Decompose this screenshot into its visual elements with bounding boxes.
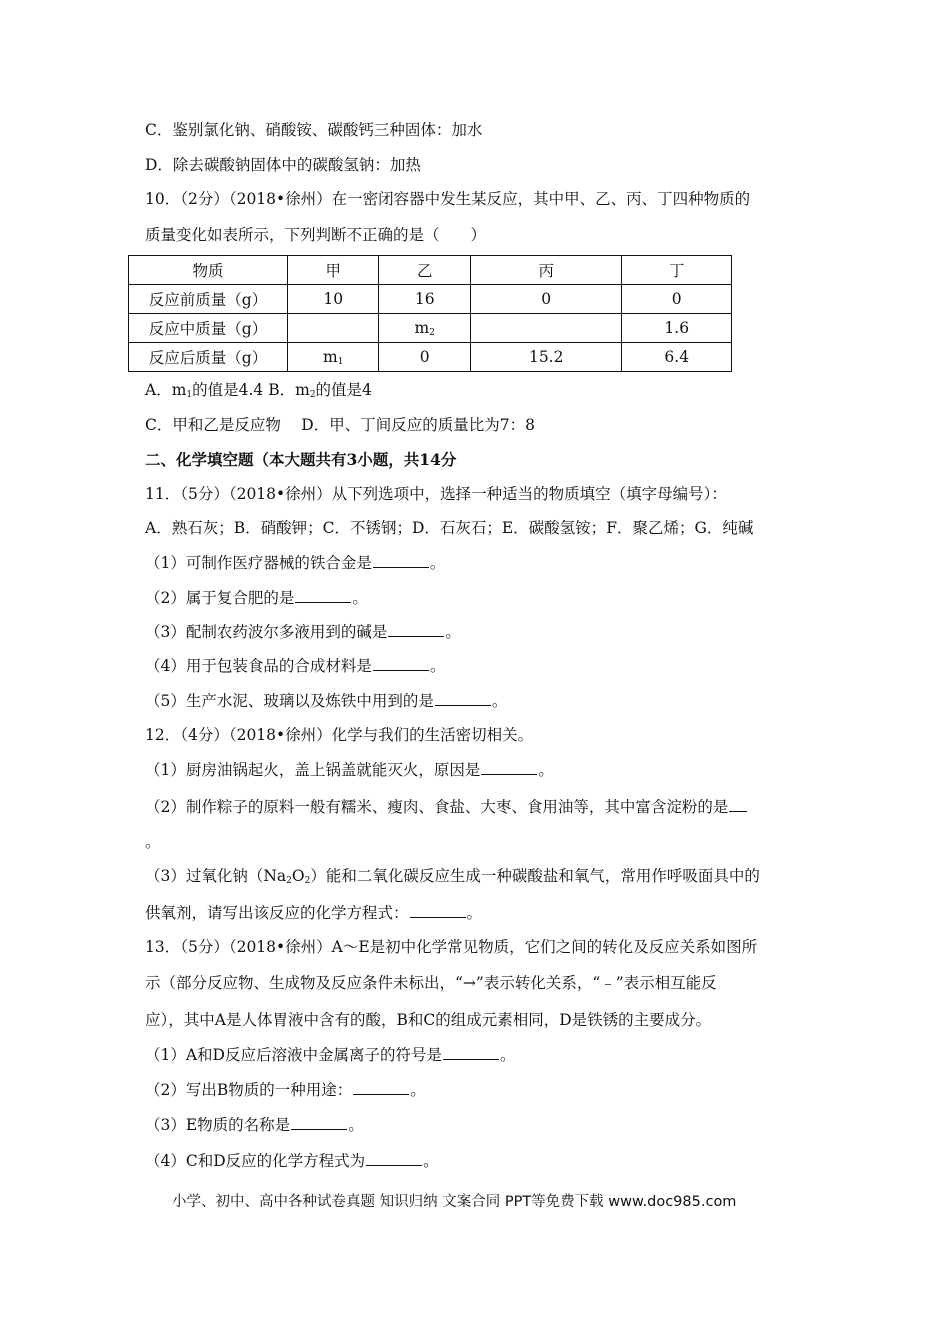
question-13-part-1	[145, 1045, 516, 1065]
subscript-2: 2	[304, 876, 311, 886]
table-cell: 丁	[622, 256, 732, 285]
period: 。	[410, 1081, 426, 1099]
m2-symbol: m	[414, 318, 430, 337]
option-c-q9: C．鉴别氯化钠、硝酸铵、碳酸钙三种固体：加水	[145, 121, 483, 139]
subscript-2: 2	[286, 876, 292, 886]
table-cell: 反应中质量（g）	[129, 314, 288, 343]
period: 。	[352, 589, 368, 607]
question-13-stem: 13．（5分）（2018•徐州）A～E是初中化学常见物质，它们之间的转化及反应关系如图所	[145, 938, 758, 956]
option-d-q9: D．除去碳酸钠固体中的碳酸氢钠：加热	[145, 156, 421, 174]
answer-blank	[443, 1045, 499, 1060]
part-text: （2）制作粽子的原料一般有糯米、瘦肉、食盐、大枣、食用油等，其中富含淀粉的是	[145, 798, 729, 816]
table-cell: 0	[379, 343, 470, 372]
part-text: ）能和二氧化碳反应生成一种碳酸盐和氧气，常用作呼吸面具中的	[310, 867, 760, 885]
answer-blank	[366, 1151, 422, 1166]
options-cd-q10: C．甲和乙是反应物 D．甲、丁间反应的质量比为7：8	[145, 416, 535, 434]
table-cell: 反应后质量（g）	[129, 343, 288, 372]
part-text: （3）配制农药波尔多液用到的碱是	[145, 623, 388, 641]
table-cell: 甲	[288, 256, 379, 285]
question-11-part-2	[145, 588, 368, 608]
table-cell: 6.4	[622, 343, 732, 372]
period: 。	[466, 904, 483, 922]
question-12-part-1	[145, 760, 554, 780]
mass-change-table	[128, 255, 732, 372]
table-cell: 0	[622, 285, 732, 314]
question-12-part-3	[145, 866, 760, 891]
question-13-stem-cont: 示（部分反应物、生成物及反应条件未标出，“→”表示转化关系，“﹣”表示相互能反	[145, 974, 717, 992]
question-10-stem: 10．（2分）（2018•徐州）在一密闭容器中发生某反应，其中甲、乙、丙、丁四种物质的	[145, 190, 751, 208]
table-cell: 0	[470, 285, 622, 314]
part-text: （3）过氧化钠（Na	[145, 867, 287, 885]
table-cell: 丙	[470, 256, 622, 285]
answer-blank	[729, 797, 747, 812]
period: 。	[499, 1046, 516, 1064]
answer-blank	[410, 903, 466, 918]
page-footer: 小学、初中、高中各种试卷真题 知识归纳 文案合同 PPT等免费下载 www.doc985.com	[172, 1194, 737, 1210]
period: 。	[429, 657, 446, 675]
question-10-stem-cont: 质量变化如表所示，下列判断不正确的是（ ）	[145, 226, 487, 244]
table-cell	[379, 314, 470, 343]
question-11-part-4	[145, 656, 445, 676]
part-text: （1）厨房油锅起火，盖上锅盖就能灭火，原因是	[145, 761, 481, 779]
question-11-options: A．熟石灰；B．硝酸钾；C．不锈钢；D．石灰石；E．碳酸氢铵；F．聚乙烯；G．纯碱	[145, 519, 754, 537]
table-cell: 反应前质量（g）	[129, 285, 288, 314]
part-text: 供氧剂，请写出该反应的化学方程式：	[145, 904, 409, 922]
period: 。	[538, 761, 554, 779]
period: 。	[491, 692, 508, 710]
table-cell: 1.6	[622, 314, 732, 343]
answer-blank	[373, 656, 429, 671]
answer-blank	[295, 588, 351, 603]
part-text: （2）属于复合肥的是	[145, 589, 295, 607]
question-11-part-3	[145, 622, 461, 642]
part-text: （4）C和D反应的化学方程式为	[145, 1152, 366, 1170]
table-header-row	[129, 256, 732, 285]
period: 。	[348, 1116, 364, 1134]
question-11-stem: 11．（5分）（2018•徐州）从下列选项中，选择一种适当的物质填空（填字母编号）：	[145, 485, 727, 503]
part-text: （1）可制作医疗器械的铁合金是	[145, 554, 372, 572]
part-text: （1）A和D反应后溶液中金属离子的符号是	[145, 1046, 442, 1064]
answer-blank	[388, 622, 444, 637]
m1-symbol: m	[323, 347, 338, 366]
answer-blank	[291, 1115, 347, 1130]
subscript-2: 2	[429, 327, 435, 338]
question-11-part-5	[145, 691, 507, 711]
options-ab-q10	[145, 380, 372, 405]
subscript-1: 1	[186, 390, 193, 400]
section-heading: 二、化学填空题（本大题共有3小题，共14分	[145, 450, 457, 469]
part-text: （2）写出B物质的一种用途：	[145, 1081, 353, 1099]
option-b-tail: 的值是4	[315, 381, 372, 399]
period: 。	[423, 1152, 439, 1170]
part-text: （4）用于包装食品的合成材料是	[145, 657, 372, 675]
table-cell	[288, 343, 379, 372]
table-row	[129, 314, 732, 343]
question-13-part-3	[145, 1115, 364, 1135]
question-12-part-3-cont	[145, 903, 482, 923]
period: 。	[445, 623, 461, 641]
table-row	[129, 285, 732, 314]
table-cell: 10	[288, 285, 379, 314]
table-cell	[470, 314, 622, 343]
question-13-stem-cont-2: 应），其中A是人体胃液中含有的酸，B和C的组成元素相同，D是铁锈的主要成分。	[145, 1011, 712, 1029]
table-cell	[288, 314, 379, 343]
answer-blank	[435, 691, 491, 706]
question-12-part-2	[145, 797, 748, 817]
answer-blank	[481, 760, 537, 775]
question-11-part-1	[145, 553, 445, 573]
part-text: （5）生产水泥、玻璃以及炼铁中用到的是	[145, 692, 434, 710]
part-text: O	[291, 867, 305, 885]
table-cell: 16	[379, 285, 470, 314]
question-12-part-2-end: 。	[145, 833, 161, 851]
answer-blank	[353, 1080, 409, 1095]
answer-blank	[373, 553, 429, 568]
period: 。	[429, 554, 446, 572]
subscript-2: 2	[309, 390, 316, 400]
subscript-1: 1	[337, 356, 344, 367]
table-cell: 物质	[129, 256, 288, 285]
table-cell: 15.2	[470, 343, 622, 372]
question-13-part-2	[145, 1080, 426, 1100]
question-12-stem: 12．（4分）（2018•徐州）化学与我们的生活密切相关。	[145, 726, 534, 744]
option-b-text: 的值是4.4 B．m	[192, 381, 310, 399]
option-a-text: A．m	[145, 381, 187, 399]
table-row	[129, 343, 732, 372]
question-13-part-4	[145, 1151, 439, 1171]
part-text: （3）E物质的名称是	[145, 1116, 291, 1134]
table-cell: 乙	[379, 256, 470, 285]
